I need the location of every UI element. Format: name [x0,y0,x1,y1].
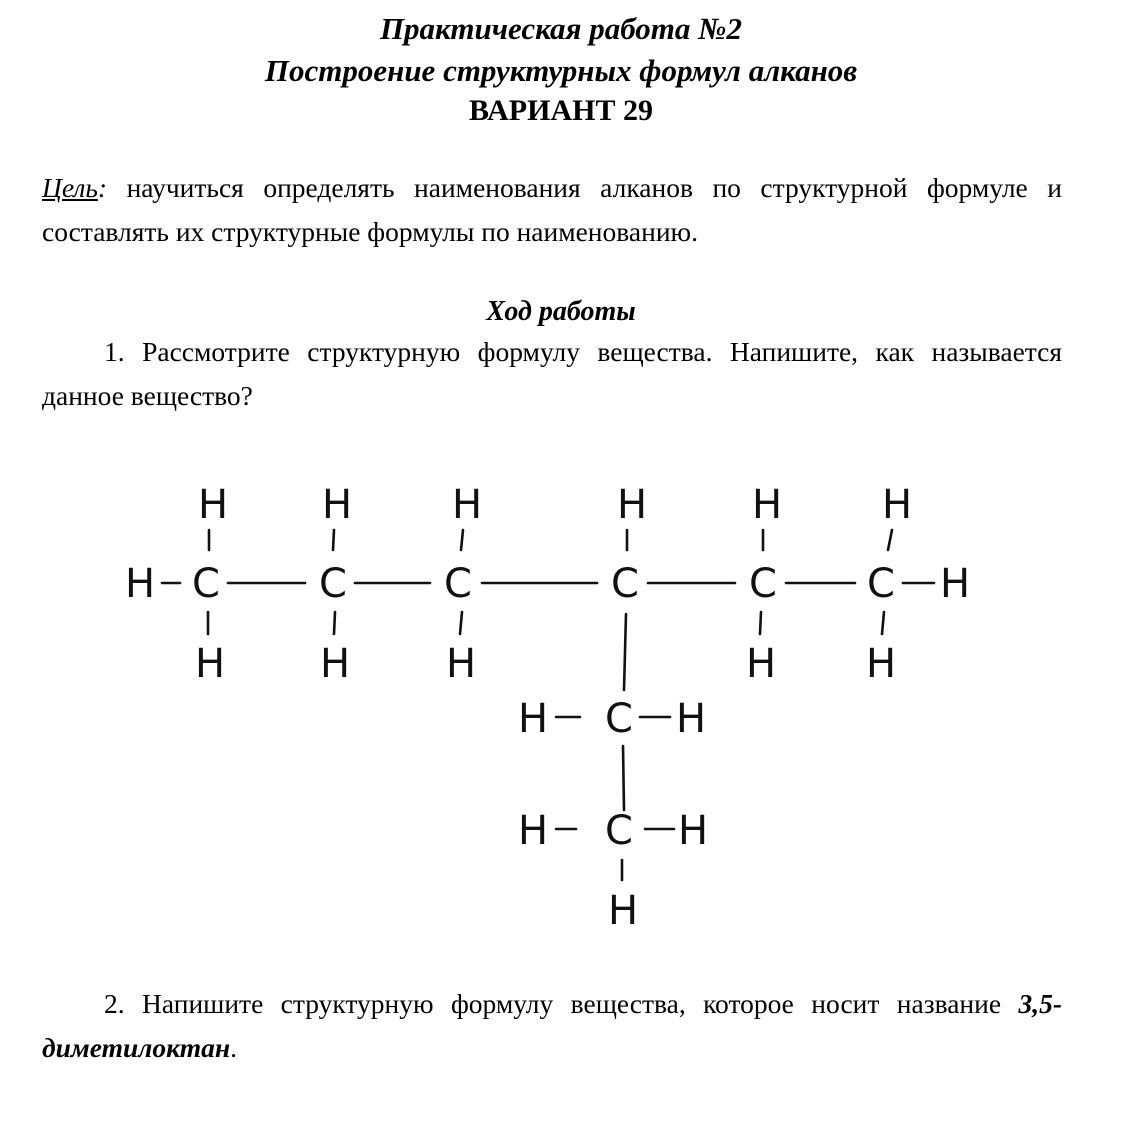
structural-formula [0,440,1122,940]
carbon-atom: C [444,561,472,607]
hydrogen-atom: H [617,482,648,528]
worksheet-subtitle: Построение структурных формул алканов [264,53,858,88]
hydrogen-atom: H [125,561,156,607]
bond [624,614,626,690]
procedure-title: Ход работы [486,296,636,327]
bond [334,612,335,634]
goal-paragraph [42,166,1062,254]
variant-label: ВАРИАНТ 29 [469,94,653,127]
hydrogen-atom: H [608,888,639,934]
goal-colon: : [97,172,108,203]
hydrogen-atom: H [866,641,897,687]
compound-name: 3,5-диметилоктан [42,988,1062,1063]
task-2-end: . [230,1032,238,1063]
worksheet-title: Практическая работа №2 [379,11,743,46]
bond [333,530,334,550]
bond [461,530,463,550]
goal-label: Цель [42,172,98,203]
carbon-atom: C [192,561,220,607]
task-2-text: 2. Напишите структурную формулу вещества, которое носит название [104,988,1019,1019]
hydrogen-atom: H [518,808,549,854]
hydrogen-atom: H [518,696,549,742]
bond [460,612,462,634]
carbon-atom: C [611,561,639,607]
carbon-atom: C [749,561,777,607]
hydrogen-atom: H [678,808,709,854]
hydrogen-atom: H [882,482,913,528]
bond [888,530,892,550]
hydrogen-atom: H [198,482,229,528]
task-2 [42,982,1062,1070]
hydrogen-atom: H [452,482,483,528]
hydrogen-atom: H [746,641,777,687]
hydrogen-atom: H [320,641,351,687]
hydrogen-atom: H [195,641,226,687]
carbon-atom: C [605,696,633,742]
bottom-hydrogens [195,641,896,687]
goal-text: научиться определять наименования алканов по структурной формуле и составлять их структурные формулы по наименованию. [42,172,1062,247]
bond [623,746,624,810]
branch-ch2 [518,696,706,742]
branch-ch3 [518,808,708,854]
hydrogen-atom: H [446,641,477,687]
hydrogen-atom: H [322,482,353,528]
bond [882,612,884,634]
carbon-atom: C [319,561,347,607]
bond [760,612,761,634]
hydrogen-atom: H [752,482,783,528]
carbon-atom: C [867,561,895,607]
top-hydrogens [198,482,912,528]
carbon-atom: C [605,808,633,854]
hydrogen-atom: H [676,696,707,742]
hydrogen-atom: H [940,561,971,607]
task-1: 1. Рассмотрите структурную формулу вещества. Напишите, как называется данное вещество? [42,336,1062,411]
